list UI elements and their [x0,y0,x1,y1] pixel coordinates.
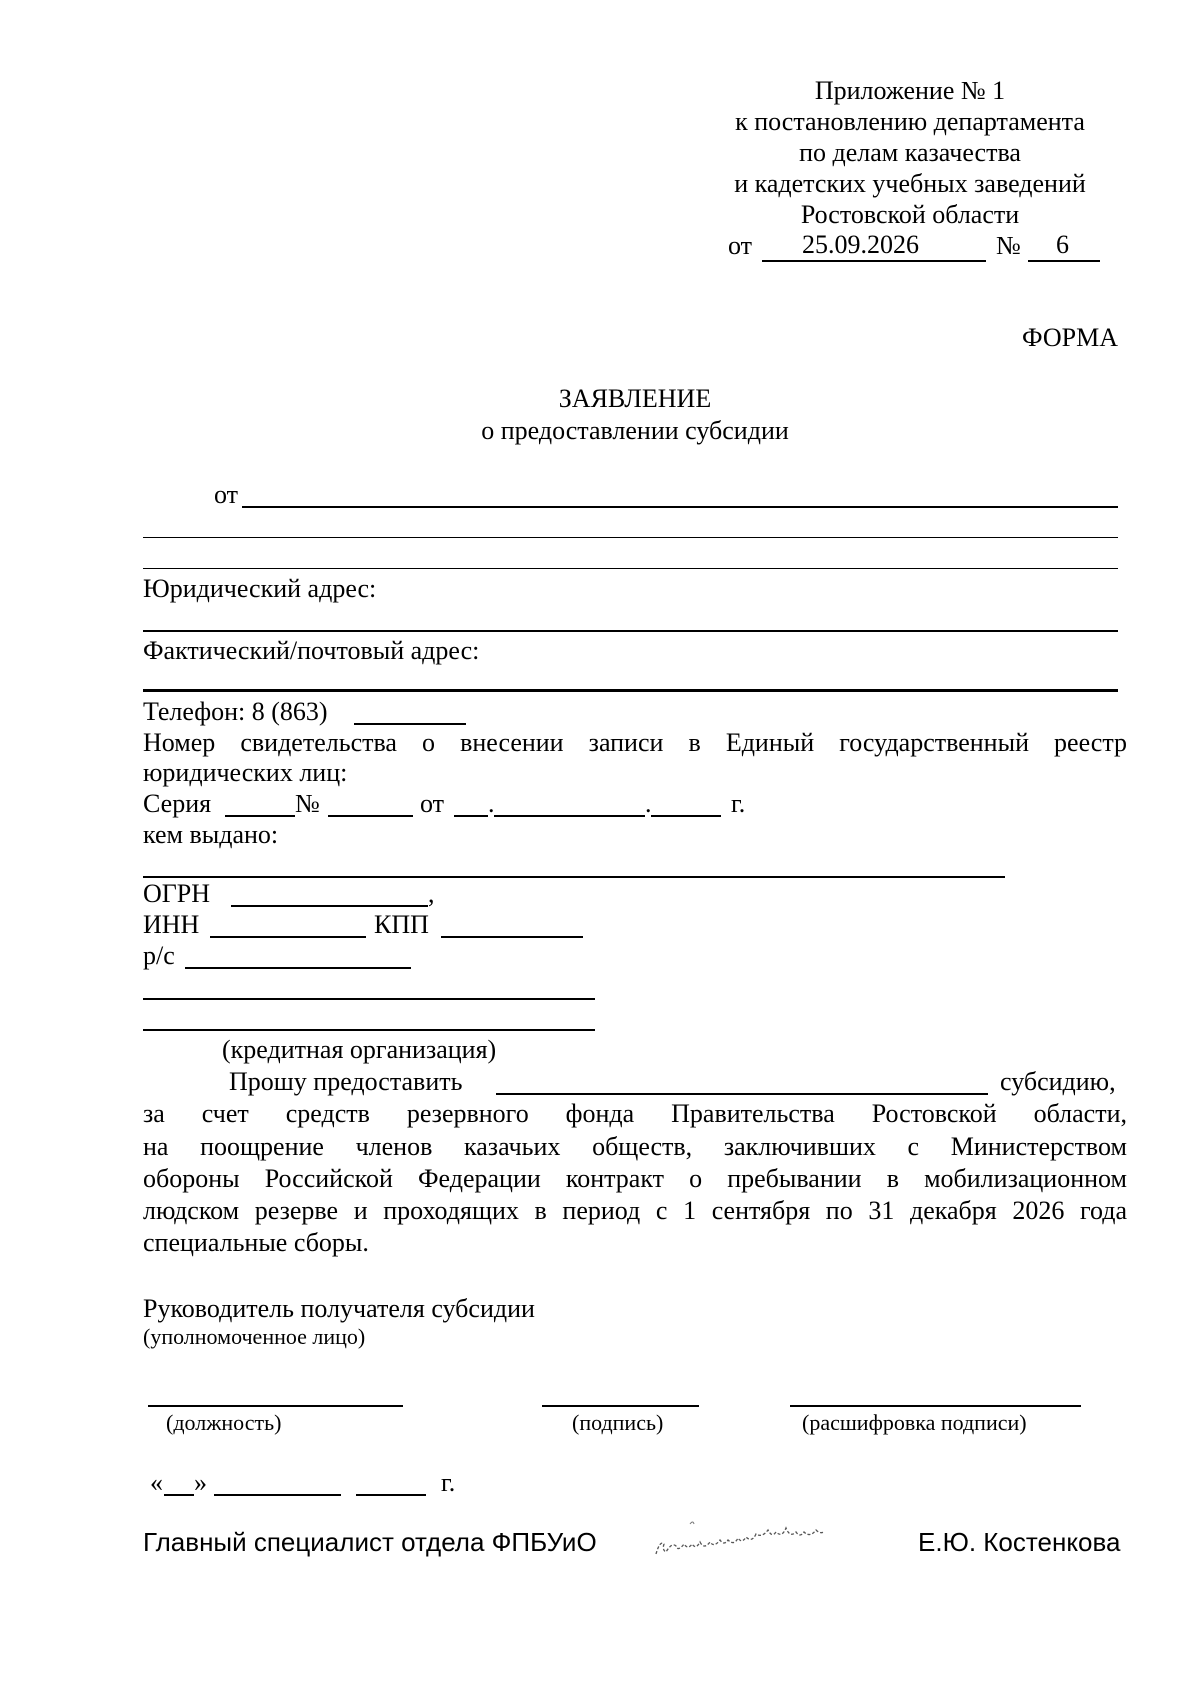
certificate-number-line[interactable] [328,815,413,817]
phone-line[interactable] [354,723,466,725]
footer-position: Главный специалист отдела ФПБУиО [143,1527,597,1557]
ogrn-label: ОГРН [143,879,211,908]
kpp-label: КПП [374,910,429,939]
appendix-line-4: и кадетских учебных заведений [734,169,1086,198]
applicant-name-line-3[interactable] [143,568,1118,569]
document-title: ЗАЯВЛЕНИЕ [558,384,712,413]
certificate-year-suffix: г. [731,789,746,818]
account-label: р/с [143,941,175,970]
day-quote-close: » [194,1468,207,1497]
applicant-from-label: от [214,480,239,509]
certificate-date-label: от [420,789,445,818]
legal-address-line[interactable] [143,630,1118,632]
issued-by-line[interactable] [143,876,1005,878]
date-separator-2: . [645,789,652,818]
request-start: Прошу предоставить [229,1067,463,1096]
sign-month-line[interactable] [214,1494,341,1496]
certificate-text-line-2: юридических лиц: [143,758,348,787]
appendix-line-3: по делам казачества [799,138,1021,167]
request-line-6: специальные сборы. [143,1228,369,1257]
series-label: Серия [143,789,212,818]
request-line-5: людском резерве и проходящих в период с 1 сентября по 31 декабря 2026 года [143,1196,1127,1225]
ogrn-line[interactable] [231,905,428,907]
account-line[interactable] [185,967,411,969]
ogrn-comma: , [428,879,435,908]
certificate-year-line[interactable] [651,815,721,817]
sign-year-line[interactable] [356,1494,426,1496]
signature-caption: (подпись) [572,1410,664,1435]
request-end: субсидию, [1000,1067,1116,1096]
certificate-day-line[interactable] [454,815,488,817]
certificate-month-line[interactable] [494,815,645,817]
decoding-caption: (расшифровка подписи) [802,1410,1027,1435]
sign-year-suffix: г. [441,1468,456,1497]
postal-address-label: Фактический/почтовый адрес: [143,636,480,665]
appendix-line-5: Ростовской области [800,200,1020,229]
day-quote-open: « [150,1468,163,1497]
appendix-line-1: Приложение № 1 [814,76,1006,105]
appendix-date: 25.09.2026 [802,230,919,259]
appendix-line-2: к постановлению департамента [735,107,1085,136]
appendix-number-label: № [996,231,1021,260]
footer-name: Е.Ю. Костенкова [918,1527,1121,1557]
appendix-from-label: от [728,231,753,260]
signature-line[interactable] [542,1405,699,1407]
form-label: ФОРМА [1022,323,1118,352]
series-line[interactable] [225,815,295,817]
bank-line-2[interactable] [143,1029,595,1031]
applicant-name-line-2[interactable] [143,537,1118,538]
sign-day-line[interactable] [164,1494,194,1496]
appendix-number-line [1028,260,1100,262]
appendix-date-line [762,260,986,262]
inn-label: ИНН [143,910,200,939]
appendix-number: 6 [1056,230,1069,259]
request-line-4: обороны Российской Федерации контракт о пребывании в мобилизационном [143,1164,1127,1193]
issued-by-label: кем выдано: [143,820,279,849]
kpp-line[interactable] [441,936,583,938]
request-line-3: на поощрение членов казачьих обществ, заключивших с Министерством [143,1132,1127,1161]
head-sublabel: (уполномоченное лицо) [143,1324,366,1349]
subsidy-amount-line[interactable] [496,1093,988,1095]
date-separator-1: . [488,789,495,818]
legal-address-label: Юридический адрес: [143,574,377,603]
phone-label: Телефон: 8 (863) [143,697,328,726]
postal-address-line[interactable] [143,689,1118,692]
position-caption: (должность) [166,1410,282,1435]
certificate-text-line-1: Номер свидетельства о внесении записи в Единый государственный реестр [143,728,1127,757]
handwritten-signature [652,1516,862,1566]
bank-caption: (кредитная организация) [222,1035,497,1064]
bank-line-1[interactable] [143,998,595,1000]
inn-line[interactable] [210,936,366,938]
head-label: Руководитель получателя субсидии [143,1294,535,1323]
document-subtitle: о предоставлении субсидии [481,416,789,445]
applicant-name-line[interactable] [242,506,1118,508]
request-line-2: за счет средств резервного фонда Правительства Ростовской области, [143,1099,1127,1128]
position-line[interactable] [148,1405,403,1407]
decoding-line[interactable] [790,1405,1081,1407]
certificate-number-label: № [295,789,320,818]
